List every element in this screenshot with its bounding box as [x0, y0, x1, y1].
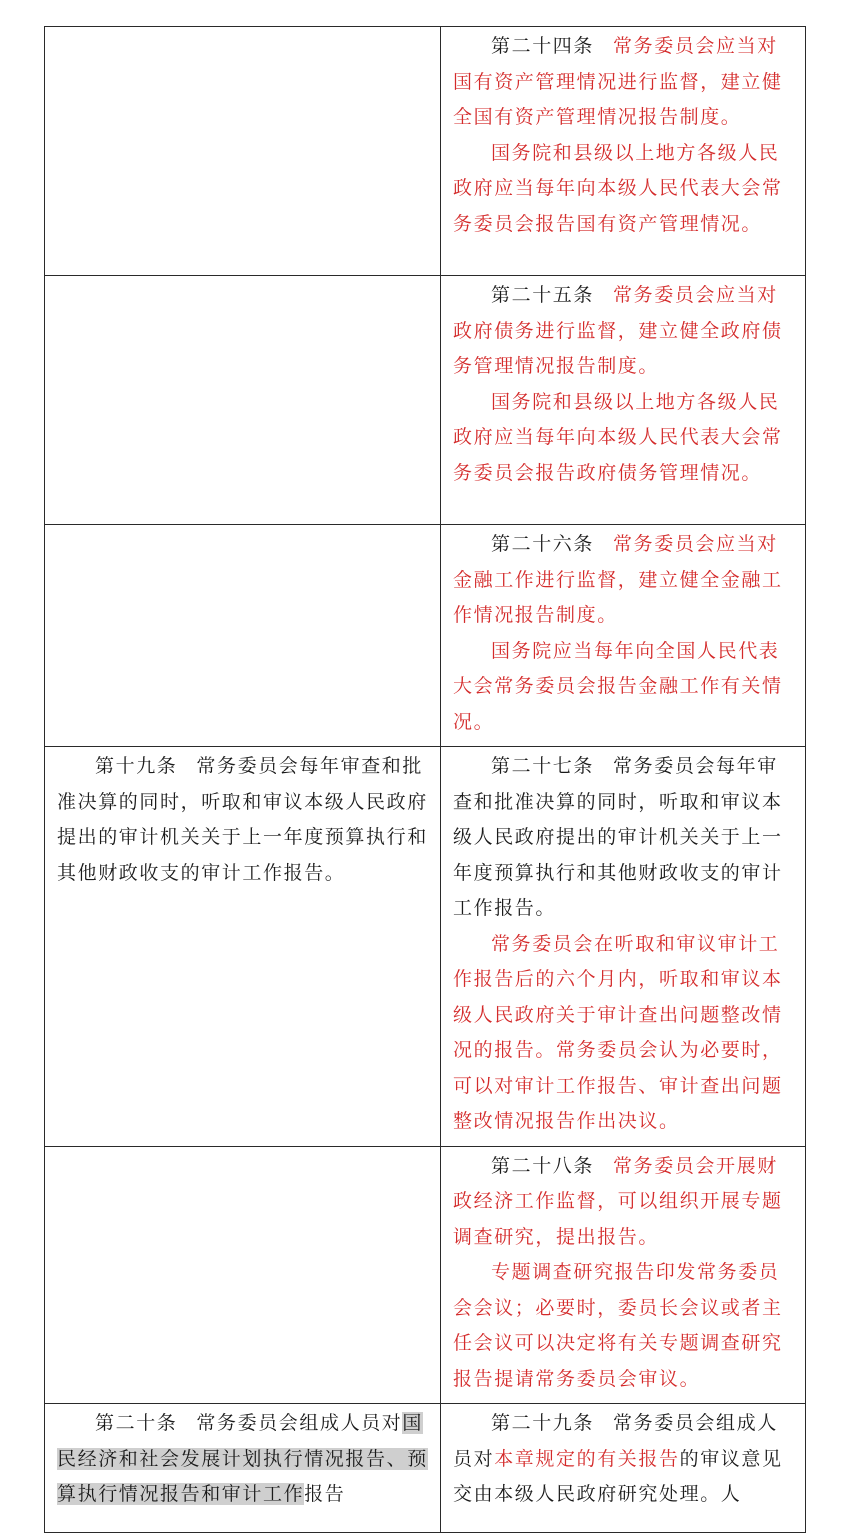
paragraph: 专题调查研究报告印发常务委员会会议；必要时，委员长会议或者主任会议可以决定将有关专题调查研究报告提请常务委员会审议。	[453, 1261, 783, 1390]
paragraph: 常务委员会在听取和审议审计工作报告后的六个月内，听取和审议本级人民政府关于审计查出问题整改情况的报告。常务委员会认为必要时，可以对审计工作报告、审计查出问题整改情况报告作出决议。	[453, 932, 783, 1132]
new-text-cell	[441, 747, 806, 1147]
paragraph	[57, 749, 430, 891]
article-text: 常务委员会组成人员对	[453, 1412, 778, 1470]
paragraph	[453, 527, 795, 634]
old-text-cell	[45, 525, 441, 747]
table-row	[45, 27, 806, 276]
paragraph: 国务院应当每年向全国人民代表大会常务委员会报告金融工作有关情况。	[453, 639, 783, 733]
article-number: 第二十七条	[491, 755, 595, 777]
new-text-cell	[441, 525, 806, 747]
article-text: 常务委员会应当对金融工作进行监督，建立健全金融工作情况报告制度。	[453, 533, 783, 626]
article-number: 第二十六条	[491, 533, 595, 555]
table-row	[45, 276, 806, 525]
article-number: 第二十九条	[491, 1412, 595, 1434]
article-text: 常务委员会应当对政府债务进行监督，建立健全政府债务管理情况报告制度。	[453, 284, 783, 377]
article-text: 常务委员会组成人员对	[196, 1412, 403, 1434]
article-number: 第二十四条	[491, 35, 595, 57]
article-text-tail: 报告	[304, 1483, 346, 1505]
table-row	[45, 1404, 806, 1533]
paragraph	[453, 29, 795, 136]
table-row	[45, 747, 806, 1147]
amended-text: 本章规定的有关报告	[494, 1447, 680, 1470]
paragraph	[453, 749, 795, 927]
old-text-cell	[45, 1404, 441, 1533]
article-text: 常务委员会每年审查和批准决算的同时，听取和审议本级人民政府提出的审计机关关于上一年度预算执行和其他财政收支的审计工作报告。	[453, 755, 783, 919]
new-text-cell	[441, 276, 806, 525]
new-text-cell	[441, 1404, 806, 1533]
old-text-cell	[45, 27, 441, 276]
comparison-table	[44, 26, 806, 1533]
old-text-cell	[45, 747, 441, 1147]
highlighted-text: 国民经济和社会发展计划执行情况报告、预算执行情况报告和审计工作	[57, 1412, 428, 1505]
table-row	[45, 525, 806, 747]
paragraph	[453, 278, 795, 385]
paragraph: 国务院和县级以上地方各级人民政府应当每年向本级人民代表大会常务委员会报告政府债务管理情况。	[453, 390, 783, 484]
article-number: 第二十条	[95, 1412, 178, 1434]
article-number: 第二十八条	[491, 1154, 595, 1177]
paragraph	[453, 1149, 795, 1256]
article-text: 常务委员会每年审查和批准决算的同时，听取和审议本级人民政府提出的审计机关关于上一年度预算执行和其他财政收支的审计工作报告。	[57, 755, 428, 884]
old-text-cell	[45, 276, 441, 525]
article-text: 常务委员会开展财政经济工作监督，可以组织开展专题调查研究，提出报告。	[453, 1154, 783, 1248]
article-number: 第十九条	[95, 755, 178, 777]
article-text-tail: 的审议意见交由本级人民政府研究处理。人	[453, 1447, 783, 1505]
new-text-cell	[441, 1146, 806, 1404]
article-number: 第二十五条	[491, 284, 595, 306]
paragraph	[57, 1406, 430, 1513]
old-text-cell	[45, 1146, 441, 1404]
paragraph: 国务院和县级以上地方各级人民政府应当每年向本级人民代表大会常务委员会报告国有资产管理情况。	[453, 141, 783, 235]
paragraph	[453, 1406, 795, 1513]
new-text-cell	[441, 27, 806, 276]
table-row	[45, 1146, 806, 1404]
article-text: 常务委员会应当对国有资产管理情况进行监督，建立健全国有资产管理情况报告制度。	[453, 35, 783, 128]
